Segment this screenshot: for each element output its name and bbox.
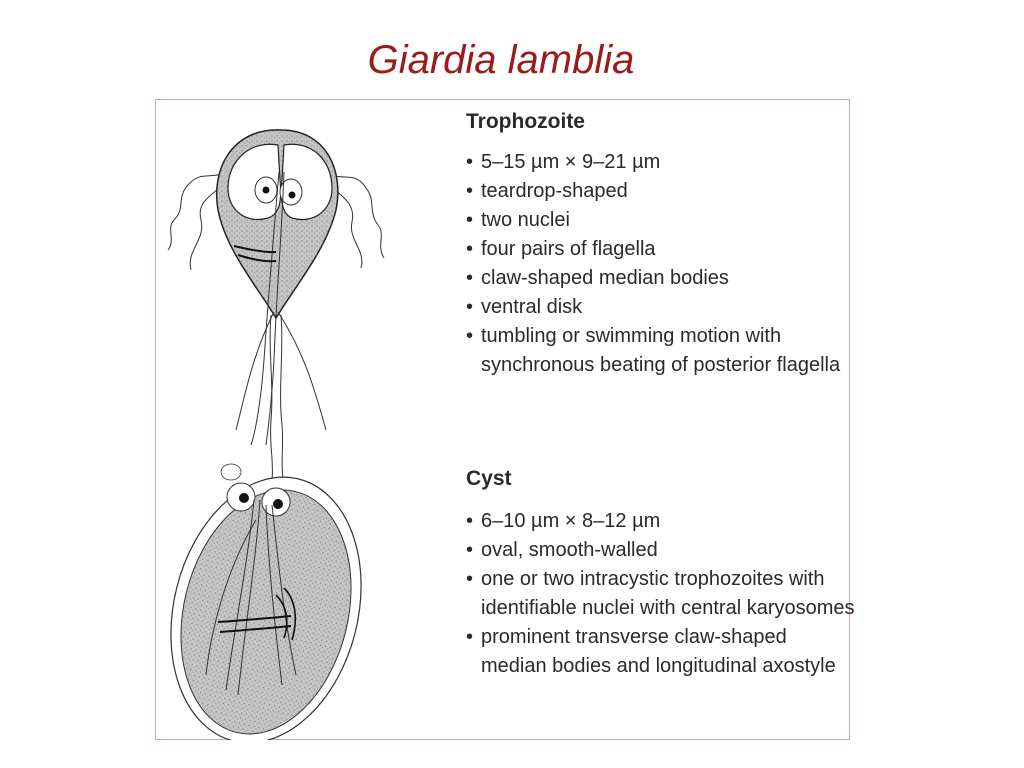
cyst-section [466, 467, 856, 681]
illustrations [156, 100, 456, 740]
trophozoite-heading: Trophozoite [466, 110, 585, 133]
list-item: • 5–15 µm × 9–21 µm [466, 148, 856, 177]
list-item: • 6–10 µm × 8–12 µm [466, 507, 856, 536]
list-item: • prominent transverse claw-shaped median bodies and longitudinal axostyle [466, 623, 856, 681]
list-item: • four pairs of flagella [466, 235, 856, 264]
trophozoite-illustration [168, 130, 384, 485]
trophozoite-section [466, 110, 856, 380]
list-item: • two nuclei [466, 206, 856, 235]
list-item: • claw-shaped median bodies [466, 264, 856, 293]
cyst-list [466, 507, 856, 681]
content-panel [155, 99, 855, 740]
list-item: • one or two intracystic trophozoites with identifiable nuclei with central karyosomes [466, 565, 856, 623]
list-item: • teardrop-shaped [466, 177, 856, 206]
cyst-illustration [156, 457, 388, 740]
list-item: • ventral disk [466, 293, 856, 322]
trophozoite-list [466, 148, 856, 380]
list-item: • oval, smooth-walled [466, 536, 856, 565]
cyst-heading: Cyst [466, 467, 512, 490]
list-item: • tumbling or swimming motion with synchronous beating of posterior flagella [466, 322, 856, 380]
slide-title: Giardia lamblia [367, 38, 635, 82]
